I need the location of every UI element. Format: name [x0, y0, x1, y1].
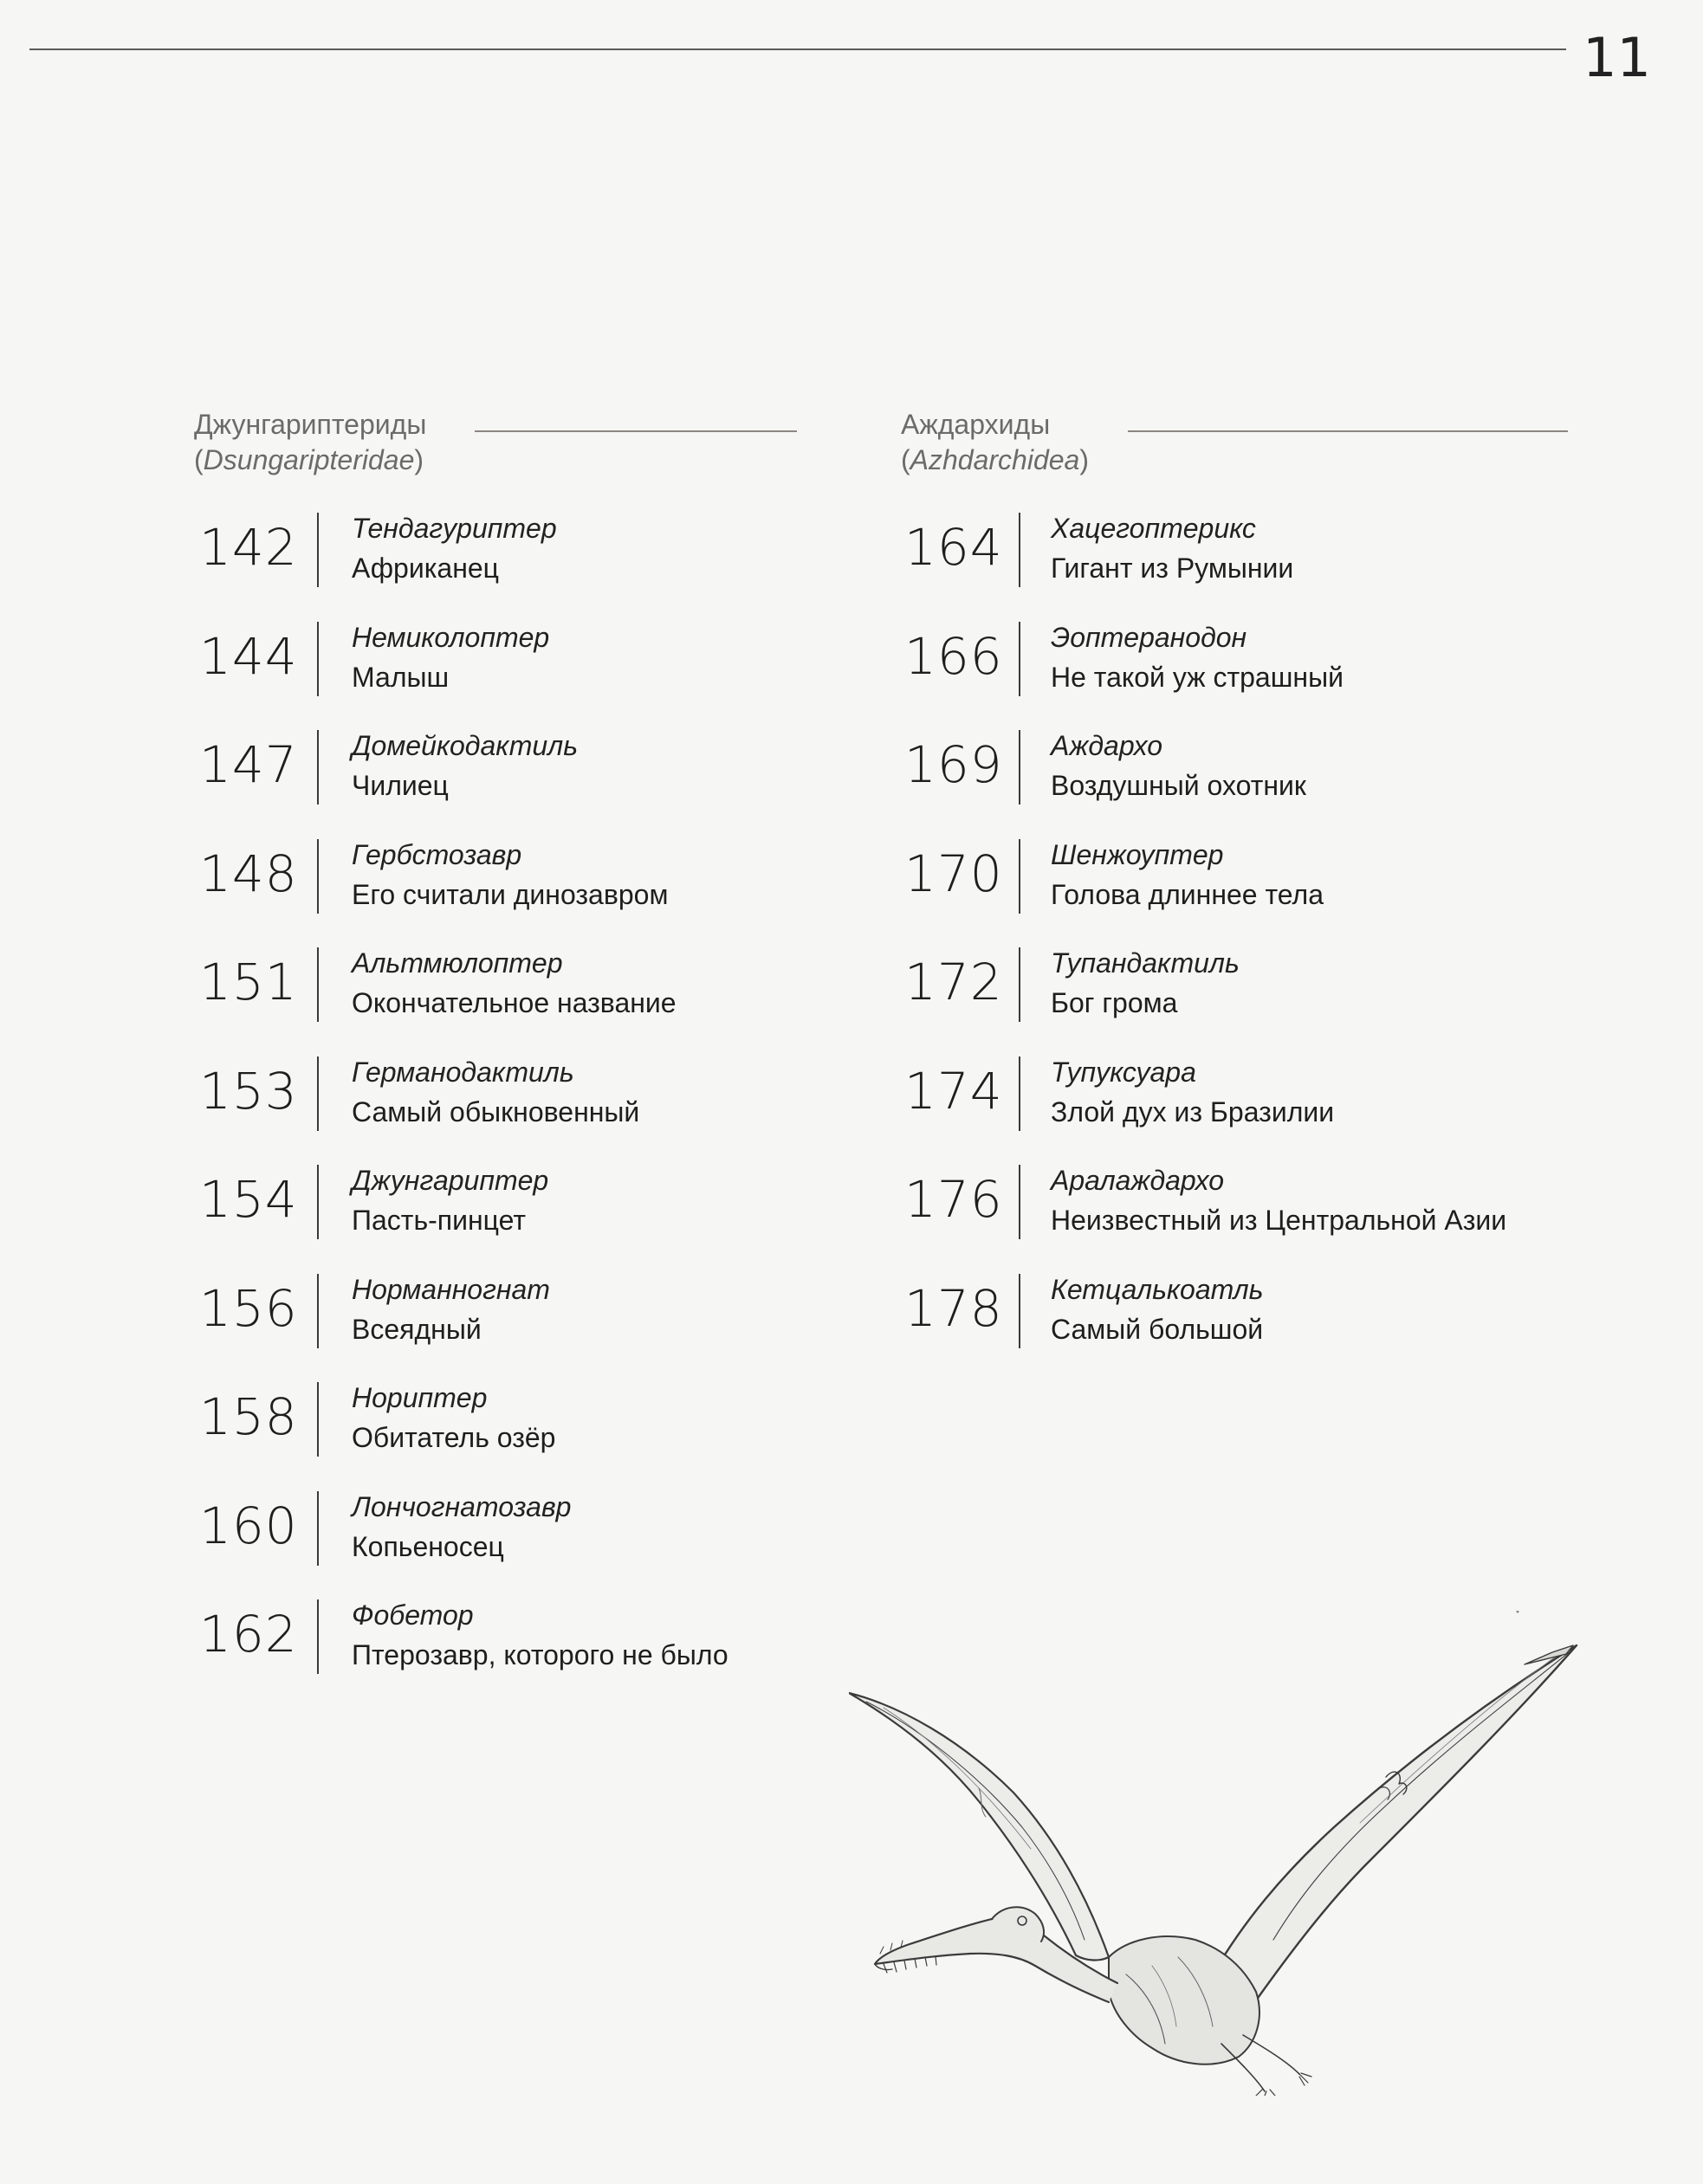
entry-text: [352, 1161, 548, 1241]
section-latin-open: (: [901, 444, 910, 475]
section-latin-name: [901, 442, 1577, 478]
entry-text: [1051, 1161, 1506, 1241]
entry-species-name: Тупандактиль: [1051, 947, 1240, 979]
entry-species-name: Домейкодактиль: [352, 730, 579, 761]
entry-description: Африканец: [352, 552, 499, 584]
entry-page-number: 142: [199, 518, 298, 577]
entry-species-name: Гербстозавр: [352, 838, 522, 870]
toc-entry[interactable]: [194, 1599, 800, 1709]
toc-entry[interactable]: [194, 1491, 800, 1600]
entry-description: Обитатель озёр: [352, 1422, 556, 1453]
entry-text: [352, 944, 677, 1024]
entry-divider: [317, 839, 319, 914]
entry-description: Малыш: [352, 661, 450, 693]
entry-divider: [1019, 839, 1020, 914]
section-azhdarchidea: [901, 407, 1577, 1382]
entry-page-number: 169: [904, 735, 1003, 794]
entry-species-name: Германодактиль: [352, 1056, 574, 1088]
toc-entry[interactable]: [194, 1056, 800, 1166]
entry-page-number: 162: [199, 1605, 298, 1664]
pterosaur-sketch-icon: [849, 1611, 1594, 2096]
toc-entry[interactable]: [194, 947, 800, 1056]
toc-entry[interactable]: [194, 730, 800, 839]
entry-species-name: Немиколоптер: [352, 621, 550, 653]
entry-description: Птерозавр, которого не было: [352, 1639, 728, 1670]
entry-species-name: Аждархо: [1051, 730, 1163, 761]
entry-species-name: Шенжоуптер: [1051, 838, 1224, 870]
entry-divider: [317, 1056, 319, 1131]
section-header: [194, 407, 800, 494]
entry-text: [352, 1053, 639, 1133]
entry-page-number: 158: [199, 1387, 298, 1446]
entry-description: Неизвестный из Центральной Азии: [1051, 1205, 1507, 1236]
entry-description: Чилиец: [352, 770, 449, 801]
toc-entry[interactable]: [194, 1165, 800, 1274]
entry-text: [352, 727, 578, 806]
toc-entry[interactable]: [901, 622, 1577, 731]
entry-description: Злой дух из Бразилии: [1051, 1095, 1335, 1128]
entry-page-number: 174: [904, 1061, 1003, 1121]
entry-page-number: 170: [904, 843, 1003, 903]
entry-divider: [317, 622, 319, 696]
entry-species-name: Фобетор: [352, 1599, 474, 1631]
toc-entry[interactable]: [194, 1382, 800, 1491]
entry-divider: [1019, 1165, 1020, 1239]
entry-divider: [1019, 947, 1020, 1022]
entry-page-number: 178: [904, 1278, 1003, 1338]
entry-species-name: Норманногнат: [352, 1273, 550, 1305]
entry-list: [901, 513, 1577, 1382]
top-rule: [29, 48, 1566, 50]
entry-species-name: Хацегоптерикс: [1051, 513, 1256, 544]
entry-page-number: 164: [904, 518, 1003, 577]
entry-text: [1051, 836, 1324, 915]
section-latin-text: Azhdarchidea: [910, 444, 1080, 475]
toc-entry[interactable]: [901, 947, 1577, 1056]
entry-description: Самый обыкновенный: [352, 1095, 640, 1128]
entry-page-number: 154: [199, 1170, 298, 1229]
toc-entry[interactable]: [901, 839, 1577, 948]
entry-description: Окончательное название: [352, 987, 677, 1018]
entry-text: [1051, 1270, 1263, 1350]
entry-page-number: 144: [199, 626, 298, 686]
entry-description: Бог грома: [1051, 987, 1178, 1018]
entry-divider: [317, 1165, 319, 1239]
entry-page-number: 151: [199, 953, 298, 1011]
section-latin-close: ): [1079, 444, 1089, 475]
entry-species-name: Тендагуриптер: [352, 513, 557, 544]
entry-text: [352, 509, 557, 589]
entry-description: Всеядный: [352, 1313, 482, 1345]
entry-text: [1051, 1053, 1334, 1133]
toc-entry[interactable]: [901, 1165, 1577, 1274]
section-latin-open: (: [194, 444, 204, 475]
entry-description: Самый большой: [1051, 1313, 1264, 1345]
entry-text: [1051, 618, 1344, 698]
entry-description: Воздушный охотник: [1051, 770, 1306, 801]
entry-description: Пасть-пинцет: [352, 1205, 527, 1236]
entry-text: [352, 1488, 571, 1567]
section-title: Джунгариптериды: [194, 409, 427, 440]
entry-page-number: 172: [904, 953, 1003, 1011]
entry-description: Его считали динозавром: [352, 878, 669, 910]
entry-divider: [317, 730, 319, 804]
entry-text: [1051, 944, 1240, 1024]
entry-species-name: Нориптер: [352, 1382, 488, 1413]
toc-entry[interactable]: [901, 1274, 1577, 1383]
entry-description: Гигант из Румынии: [1051, 552, 1294, 584]
entry-page-number: 153: [199, 1061, 298, 1121]
entry-page-number: 176: [904, 1170, 1003, 1229]
entry-divider: [1019, 1056, 1020, 1131]
entry-divider: [1019, 622, 1020, 696]
entry-text: [1051, 509, 1293, 589]
entry-species-name: Тупуксуара: [1051, 1056, 1196, 1088]
page-number: 11: [1583, 26, 1651, 89]
toc-entry[interactable]: [194, 839, 800, 948]
toc-entry[interactable]: [901, 513, 1577, 622]
entry-divider: [317, 947, 319, 1022]
entry-text: [352, 836, 668, 915]
toc-entry[interactable]: [901, 1056, 1577, 1166]
section-latin-text: Dsungaripteridae: [203, 444, 415, 475]
entry-page-number: 148: [199, 843, 298, 903]
entry-page-number: 147: [199, 735, 298, 794]
toc-entry[interactable]: [194, 622, 800, 731]
section-latin-close: ): [414, 444, 424, 475]
entry-description: Голова длиннее тела: [1051, 878, 1324, 910]
section-header: [901, 407, 1577, 494]
entry-divider: [1019, 1274, 1020, 1348]
entry-page-number: 160: [199, 1496, 298, 1555]
entry-description: Не такой уж страшный: [1051, 661, 1344, 693]
entry-list: [194, 513, 800, 1709]
entry-species-name: Аралаждархо: [1051, 1165, 1225, 1196]
section-dsungaripteridae: [194, 407, 800, 1709]
section-rule: [475, 430, 797, 432]
entry-divider: [317, 1599, 319, 1674]
entry-description: Копьеносец: [352, 1530, 504, 1562]
entry-species-name: Кетцалькоатль: [1051, 1273, 1264, 1305]
toc-entry[interactable]: [194, 1274, 800, 1383]
entry-divider: [317, 1382, 319, 1457]
entry-divider: [1019, 513, 1020, 587]
entry-divider: [1019, 730, 1020, 804]
entry-text: [352, 1596, 728, 1676]
entry-species-name: Джунгариптер: [352, 1165, 549, 1196]
entry-divider: [317, 1274, 319, 1348]
toc-entry[interactable]: [901, 730, 1577, 839]
section-title: Аждархиды: [901, 409, 1051, 440]
toc-entry[interactable]: [194, 513, 800, 622]
entry-text: [1051, 727, 1306, 806]
section-rule: [1128, 430, 1568, 432]
entry-divider: [317, 1491, 319, 1566]
entry-species-name: Лончогнатозавр: [352, 1490, 572, 1522]
entry-text: [352, 1379, 555, 1458]
section-latin-name: [194, 442, 800, 478]
entry-divider: [317, 513, 319, 587]
entry-text: [352, 618, 549, 698]
entry-page-number: 166: [904, 626, 1003, 686]
entry-species-name: Альтмюлоптер: [352, 947, 563, 979]
entry-page-number: 156: [199, 1278, 298, 1338]
entry-species-name: Эоптеранодон: [1051, 621, 1247, 653]
entry-text: [352, 1270, 550, 1350]
